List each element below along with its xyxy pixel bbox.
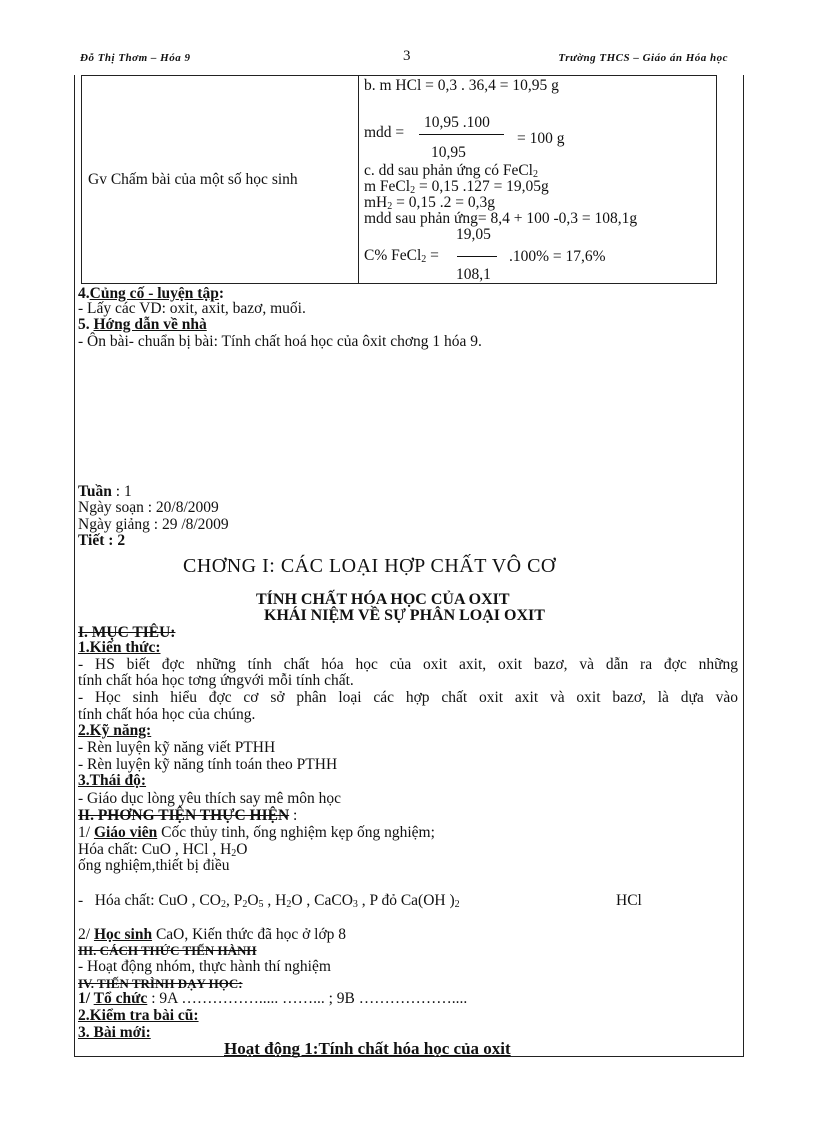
- c-fraction-bar: [457, 256, 497, 257]
- mdd-label: mdd =: [364, 124, 405, 141]
- knowledge-heading: 1.Kiến thức:: [78, 639, 161, 656]
- chemicals-line-2: - Hóa chất: CuO , $CO_2$, $P_2O_5$ , $H_2O$ , CaCO$_3$ , P đỏ Ca(OH )$_2$: [78, 892, 460, 910]
- solution-line-c: c. dd sau phản ứng có FeCl$_2$: [364, 162, 538, 180]
- c-numerator: 19,05: [456, 226, 491, 243]
- attitude-line: - Giáo dục lòng yêu thích say mê môn học: [78, 790, 342, 807]
- chemicals-line-1: Hóa chất: CuO , HCl , $H_2O$: [78, 841, 248, 859]
- teacher-line: 1/ Giáo viên Cốc thủy tinh, ống nghiệm kẹp ống nghiệm;: [78, 824, 435, 841]
- section4-heading: 4.Củng cố - luyện tập:: [78, 285, 224, 302]
- chapter-title: CHƠNG I: CÁC LOẠI HỢP CHẤT VÔ CƠ: [183, 555, 556, 577]
- activity-1-heading: Hoạt động 1:Tính chất hóa học của oxit: [224, 1039, 511, 1058]
- check-heading: 2.Kiểm tra bài cũ:: [78, 1007, 199, 1024]
- attitude-heading: 3.Thái độ:: [78, 772, 147, 789]
- process-heading: IV. TIẾN TRÌNH DẠY HỌC:: [78, 976, 243, 991]
- answer-table: [81, 75, 717, 284]
- lesson-title-2: KHÁI NIỆM VỀ SỰ PHÂN LOẠI OXIT: [264, 607, 545, 624]
- c-label: C% FeCl$_2$ =: [364, 247, 439, 265]
- solution-line-mfecl: m FeCl$_2$ = 0,15 .127 = 19,05g: [364, 178, 549, 196]
- mdd-denominator: 10,95: [431, 144, 466, 161]
- knowledge-line-2: - Học sinh hiểu đợc cơ sở phân loại các hợp chất oxit axit và oxit bazơ, là dựa vào: [78, 689, 738, 706]
- section5-heading: 5. Hớng dẫn về nhà: [78, 316, 207, 333]
- skills-line-2: - Rèn luyện kỹ năng tính toán theo PTHH: [78, 756, 338, 773]
- organization-line: 1/ Tổ chức : 9A ……………..... ……... ; 9B ………………....: [78, 990, 468, 1007]
- week-line: Tuần : 1: [78, 483, 132, 500]
- section5-line: - Ôn bài- chuẩn bị bài: Tính chất hoá học của ôxit chơng 1 hóa 9.: [78, 333, 482, 350]
- header-left: Đỗ Thị Thơm – Hóa 9: [80, 52, 191, 64]
- period-line: Tiết : 2: [78, 532, 126, 549]
- method-heading: III. CÁCH THỨC TIẾN HÀNH: [78, 943, 257, 958]
- solution-line-mdd: mdd sau phản ứng= 8,4 + 100 -0,3 = 108,1g: [364, 210, 638, 227]
- solution-line-b: b. m HCl = 0,3 . 36,4 = 10,95 g: [364, 77, 559, 94]
- chemicals-hcl: HCl: [616, 892, 642, 909]
- skills-heading: 2.Kỹ năng:: [78, 722, 152, 739]
- teacher-activity-cell: Gv Chấm bài của một số học sinh: [82, 76, 359, 284]
- means-heading: II. PHƠNG TIỆN THỰC HIỆN :: [78, 807, 298, 824]
- mdd-result: = 100 g: [517, 130, 565, 147]
- lesson-title-1: TÍNH CHẤT HÓA HỌC CỦA OXIT: [256, 591, 510, 608]
- mdd-numerator: 10,95 .100: [424, 114, 490, 131]
- header-right: Trường THCS – Giáo án Hóa học: [558, 52, 728, 64]
- equipment-line: ống nghiệm,thiết bị điều: [78, 857, 230, 874]
- page-header: [80, 50, 740, 68]
- student-line: 2/ Học sinh CaO, Kiến thức đã học ở lớp 8: [78, 926, 347, 943]
- c-rest: .100% = 17,6%: [509, 248, 606, 265]
- prep-date: Ngày soạn : 20/8/2009: [78, 499, 219, 516]
- mdd-fraction-bar: [419, 134, 504, 135]
- teach-date: Ngày giảng : 29 /8/2009: [78, 516, 229, 533]
- knowledge-line-1b: tính chất hóa học tơng ứngvới mỗi tính chất.: [78, 672, 354, 689]
- section4-line: - Lấy các VD: oxit, axit, bazơ, muối.: [78, 300, 306, 317]
- page-number: 3: [403, 48, 411, 64]
- objectives-heading: I. MỤC TIÊU:: [78, 624, 176, 641]
- c-denominator: 108,1: [456, 266, 491, 282]
- knowledge-line-2b: tính chất hóa học của chúng.: [78, 706, 256, 723]
- knowledge-line-1: - HS biết đợc những tính chất hóa học của oxit axit, oxit bazơ, và dẫn ra đợc những: [78, 656, 738, 673]
- solution-line-mh: $mH_2 = 0,15$ .2 = 0,3g: [364, 194, 495, 212]
- solution-cell: [359, 76, 717, 284]
- method-line: - Hoạt động nhóm, thực hành thí nghiệm: [78, 958, 331, 975]
- new-lesson-heading: 3. Bài mới:: [78, 1024, 151, 1041]
- skills-line-1: - Rèn luyện kỹ năng viết PTHH: [78, 739, 276, 756]
